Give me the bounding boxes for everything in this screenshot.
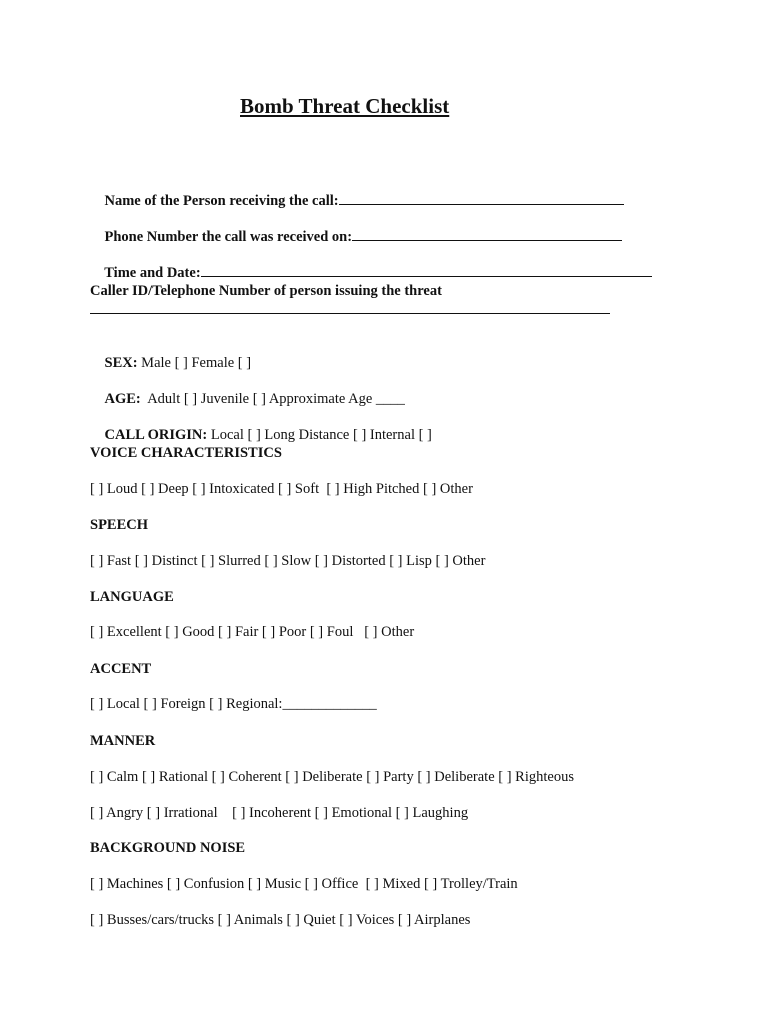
age-label: AGE:	[104, 391, 141, 407]
caller-id-label: Caller ID/Telephone Number of person issuing the threat	[90, 283, 442, 299]
receiver-name-label: Name of the Person receiving the call:	[104, 193, 339, 209]
accent-options[interactable]: [ ] Local [ ] Foreign [ ] Regional:_____________	[90, 696, 377, 712]
manner-options-1[interactable]: [ ] Calm [ ] Rational [ ] Coherent [ ] Deliberate [ ] Party [ ] Deliberate [ ] Righteous	[90, 769, 574, 785]
background-noise-heading: BACKGROUND NOISE	[90, 840, 246, 856]
age-options[interactable]: Adult [ ] Juvenile [ ] Approximate Age ____	[144, 391, 405, 407]
accent-heading: ACCENT	[90, 661, 152, 677]
background-noise-options-1[interactable]: [ ] Machines [ ] Confusion [ ] Music [ ] Office [ ] Mixed [ ] Trolley/Train	[90, 876, 518, 892]
manner-options-2[interactable]: [ ] Angry [ ] Irrational [ ] Incoherent [ ] Emotional [ ] Laughing	[90, 805, 469, 821]
language-heading: LANGUAGE	[90, 589, 174, 605]
sex-label: SEX:	[104, 355, 138, 371]
call-origin-options[interactable]: Local [ ] Long Distance [ ] Internal [ ]	[210, 427, 432, 443]
sex-options[interactable]: Male [ ] Female [ ]	[141, 355, 252, 371]
receiver-name-blank[interactable]	[339, 192, 624, 205]
time-date-label: Time and Date:	[104, 265, 201, 281]
background-noise-options-2[interactable]: [ ] Busses/cars/trucks [ ] Animals [ ] Quiet [ ] Voices [ ] Airplanes	[90, 912, 471, 928]
voice-options[interactable]: [ ] Loud [ ] Deep [ ] Intoxicated [ ] Soft [ ] High Pitched [ ] Other	[90, 481, 473, 497]
speech-options[interactable]: [ ] Fast [ ] Distinct [ ] Slurred [ ] Slow [ ] Distorted [ ] Lisp [ ] Other	[90, 553, 486, 569]
call-origin-label: CALL ORIGIN:	[104, 427, 208, 443]
phone-received-label: Phone Number the call was received on:	[104, 229, 353, 245]
document-title: Bomb Threat Checklist	[240, 94, 450, 118]
caller-id-blank[interactable]	[90, 313, 610, 314]
language-options[interactable]: [ ] Excellent [ ] Good [ ] Fair [ ] Poor [ ] Foul [ ] Other	[90, 624, 415, 640]
phone-received-blank[interactable]	[352, 228, 622, 241]
speech-heading: SPEECH	[90, 517, 149, 533]
time-date-blank[interactable]	[201, 264, 652, 277]
voice-heading: VOICE CHARACTERISTICS	[90, 445, 282, 461]
manner-heading: MANNER	[90, 733, 156, 749]
